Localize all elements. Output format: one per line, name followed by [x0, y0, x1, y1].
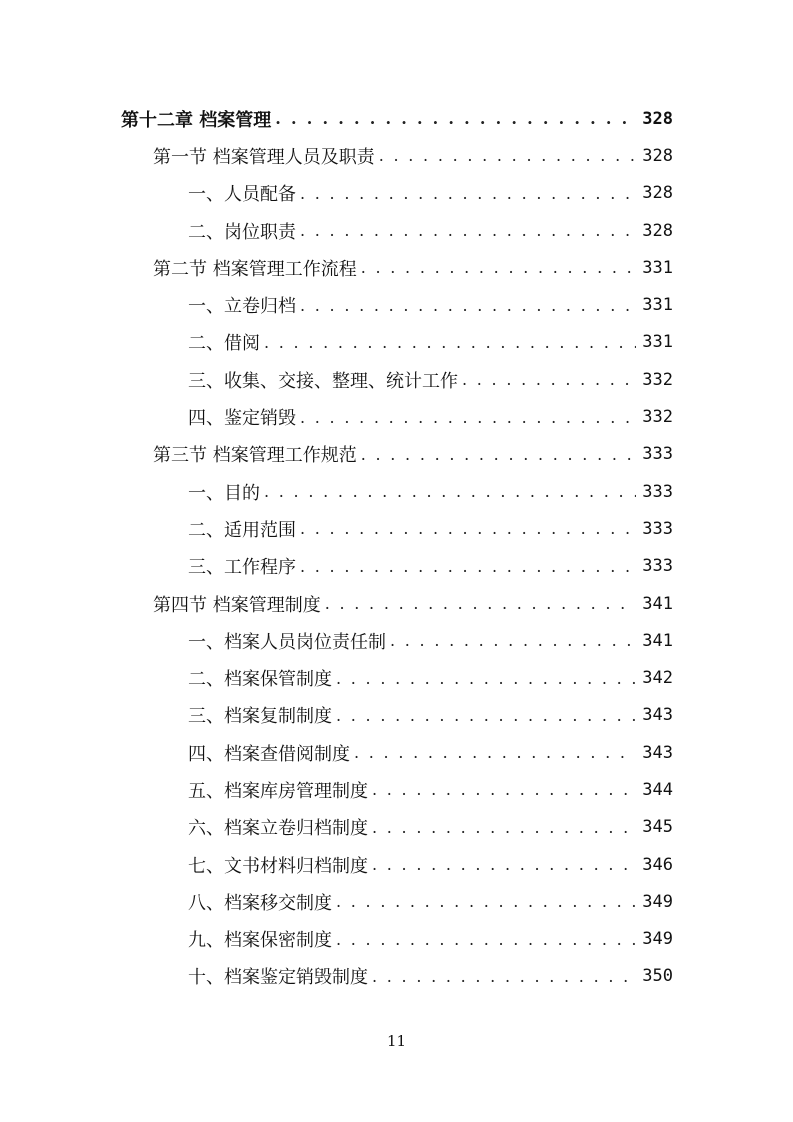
toc-dot-leader	[379, 146, 637, 165]
toc-subsection-entry[interactable]	[0, 809, 793, 846]
toc-subsection-entry[interactable]	[0, 398, 793, 435]
toc-subsection-entry[interactable]	[0, 921, 793, 958]
toc-dot-leader	[372, 967, 636, 986]
toc-section-entry[interactable]	[0, 137, 793, 174]
toc-dot-leader	[300, 296, 636, 315]
toc-entry-title: 第二节 档案管理工作流程	[153, 258, 357, 280]
table-of-contents	[0, 100, 793, 995]
toc-subsection-entry[interactable]	[0, 734, 793, 771]
toc-entry-title: 第十二章 档案管理	[121, 109, 272, 131]
toc-dot-leader	[361, 445, 637, 464]
toc-entry-title: 二、岗位职责	[188, 221, 296, 243]
toc-dot-leader	[336, 706, 636, 725]
toc-entry-title: 八、档案移交制度	[188, 892, 332, 914]
toc-entry-title: 三、档案复制制度	[188, 706, 332, 728]
toc-entry-title: 第三节 档案管理工作规范	[153, 445, 357, 467]
toc-entry-page: 333	[642, 518, 673, 539]
toc-entry-title: 二、档案保管制度	[188, 669, 332, 691]
toc-entry-page: 350	[642, 966, 673, 987]
toc-entry-title: 三、收集、交接、整理、统计工作	[188, 370, 458, 392]
toc-dot-leader	[300, 519, 636, 538]
toc-subsection-entry[interactable]	[0, 286, 793, 323]
toc-section-entry[interactable]	[0, 585, 793, 622]
toc-subsection-entry[interactable]	[0, 212, 793, 249]
toc-dot-leader	[300, 221, 636, 240]
toc-entry-title: 七、文书材料归档制度	[188, 855, 368, 877]
toc-subsection-entry[interactable]	[0, 361, 793, 398]
toc-entry-title: 十、档案鉴定销毁制度	[188, 967, 368, 989]
toc-dot-leader	[264, 482, 636, 501]
toc-entry-page: 332	[642, 407, 673, 428]
page-number: 11	[386, 1032, 407, 1050]
toc-entry-page: 328	[642, 220, 673, 241]
toc-entry-page: 328	[642, 183, 673, 204]
toc-section-entry[interactable]	[0, 436, 793, 473]
toc-entry-page: 333	[642, 556, 673, 577]
toc-entry-page: 328	[642, 145, 673, 166]
toc-dot-leader	[300, 184, 636, 203]
toc-subsection-entry[interactable]	[0, 771, 793, 808]
toc-entry-page: 344	[642, 779, 673, 800]
toc-entry-title: 六、档案立卷归档制度	[188, 818, 368, 840]
toc-dot-leader	[462, 370, 636, 389]
toc-dot-leader	[275, 109, 636, 128]
toc-entry-title: 二、适用范围	[188, 519, 296, 541]
toc-entry-title: 一、立卷归档	[188, 296, 296, 318]
toc-entry-page: 333	[642, 481, 673, 502]
toc-entry-page: 343	[642, 742, 673, 763]
toc-subsection-entry[interactable]	[0, 846, 793, 883]
toc-entry-title: 二、借阅	[188, 333, 260, 355]
toc-dot-leader	[372, 818, 636, 837]
toc-entry-title: 第四节 档案管理制度	[153, 594, 321, 616]
toc-dot-leader	[336, 892, 636, 911]
toc-dot-leader	[390, 631, 636, 650]
toc-subsection-entry[interactable]	[0, 697, 793, 734]
toc-entry-page: 331	[642, 257, 673, 278]
toc-entry-page: 331	[642, 332, 673, 353]
toc-dot-leader	[336, 930, 636, 949]
toc-subsection-entry[interactable]	[0, 324, 793, 361]
toc-subsection-entry[interactable]	[0, 473, 793, 510]
toc-entry-title: 一、目的	[188, 482, 260, 504]
toc-dot-leader	[300, 408, 636, 427]
toc-entry-page: 331	[642, 295, 673, 316]
toc-dot-leader	[264, 333, 636, 352]
toc-subsection-entry[interactable]	[0, 958, 793, 995]
toc-entry-page: 342	[642, 668, 673, 689]
toc-entry-page: 341	[642, 593, 673, 614]
toc-dot-leader	[336, 669, 636, 688]
toc-entry-title: 一、人员配备	[188, 184, 296, 206]
toc-entry-page: 341	[642, 630, 673, 651]
toc-dot-leader	[300, 557, 636, 576]
toc-entry-page: 333	[642, 444, 673, 465]
toc-entry-page: 343	[642, 705, 673, 726]
toc-entry-title: 一、档案人员岗位责任制	[188, 631, 386, 653]
toc-subsection-entry[interactable]	[0, 510, 793, 547]
toc-subsection-entry[interactable]	[0, 175, 793, 212]
toc-dot-leader	[354, 743, 636, 762]
toc-chapter-entry[interactable]	[0, 100, 793, 137]
toc-entry-page: 345	[642, 817, 673, 838]
toc-dot-leader	[325, 594, 637, 613]
toc-entry-title: 九、档案保密制度	[188, 930, 332, 952]
toc-section-entry[interactable]	[0, 249, 793, 286]
toc-subsection-entry[interactable]	[0, 622, 793, 659]
toc-dot-leader	[372, 780, 636, 799]
toc-entry-title: 五、档案库房管理制度	[188, 780, 368, 802]
toc-entry-page: 346	[642, 854, 673, 875]
toc-subsection-entry[interactable]	[0, 883, 793, 920]
toc-entry-title: 四、档案查借阅制度	[188, 743, 350, 765]
toc-entry-page: 332	[642, 369, 673, 390]
toc-entry-page: 328	[642, 108, 673, 129]
toc-subsection-entry[interactable]	[0, 548, 793, 585]
toc-dot-leader	[361, 258, 637, 277]
toc-entry-page: 349	[642, 891, 673, 912]
toc-entry-page: 349	[642, 929, 673, 950]
toc-entry-title: 第一节 档案管理人员及职责	[153, 146, 375, 168]
toc-entry-title: 三、工作程序	[188, 557, 296, 579]
toc-dot-leader	[372, 855, 636, 874]
toc-entry-title: 四、鉴定销毁	[188, 408, 296, 430]
toc-subsection-entry[interactable]	[0, 659, 793, 696]
